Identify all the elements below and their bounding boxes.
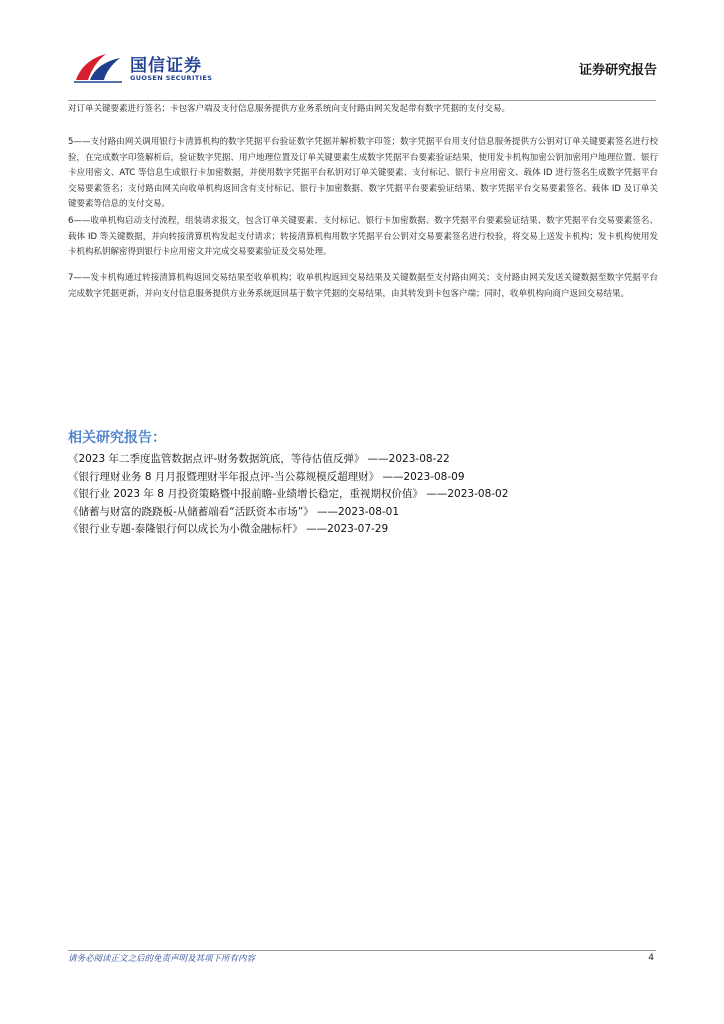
page-header <box>0 0 724 100</box>
logo-chinese-name: 国信证券 <box>130 56 202 76</box>
related-reports-list <box>68 451 668 539</box>
guosen-logo-mark-icon <box>72 50 124 84</box>
logo-english-name: GUOSEN SECURITIES <box>130 74 213 82</box>
header-divider <box>68 100 656 101</box>
related-report-item: 《银行理财业务 8 月月报暨理财半年报点评-当公募规模反超理财》 ——2023-08-09 <box>68 470 465 483</box>
related-report-item: 《银行业 2023 年 8 月投资策略暨中报前瞻-业绩增长稳定，重视期权价值》 ——2023-08-02 <box>68 488 509 501</box>
body-paragraph-step-5: 5——支付路由网关调用银行卡清算机构的数字凭据平台验证数字凭据并解析数字印签；数字凭据平台用支付信息服务提供方公钥对订单关键要素签名进行校验，在完成数字印签解析后，验证数字凭据、用户地理位置及订单关键要素生成数字凭据平台要素验证结果，使用发卡机构加密公钥加密用户地理位置、银行卡应用密文、ATC 等信息生成银行卡加密数据，并使用数字凭据平台私钥对订单关键要素、支付标记、银行卡应用密文、载体 ID 进行签名生成数字凭据平台交易要素签名；支付路由网关向收单机构返回含有支付标记、银行卡加密数据、数字凭据平台要素验证结果、数字凭据平台交易要素签名、载体 ID 及订单关键要素等信息的支付交易。 <box>68 137 658 210</box>
guosen-logo <box>72 48 232 88</box>
related-reports-heading: 相关研究报告： <box>68 430 166 446</box>
page-number: 4 <box>648 953 654 963</box>
related-report-item: 《银行业专题-泰隆银行何以成长为小微金融标杆》 ——2023-07-29 <box>68 523 389 536</box>
related-report-item: 《2023 年二季度监管数据点评-财务数据筑底，等待估值反弹》 ——2023-08-22 <box>68 453 450 465</box>
footer-divider <box>68 950 656 951</box>
related-report-item: 《储蓄与财富的跷跷板-从储蓄端看“活跃资本市场”》 ——2023-08-01 <box>68 505 400 518</box>
body-paragraph-step-6: 6——收单机构启动支付流程，组装请求报文，包含订单关键要素、支付标记、银行卡加密数据、数字凭据平台要素验证结果、数字凭据平台交易要素签名、载体 ID 等关键数据，并向转接清算机构发起支付请求；转接清算机构用数字凭据平台公钥对交易要素签名进行校验，将交易上送发卡机构；发卡机构使用发卡机构私钥解密得到银行卡应用密文并完成交易要素验证及交易处理。 <box>68 216 658 258</box>
body-paragraph-continued: 对订单关键要素进行签名；卡包客户端及支付信息服务提供方业务系统向支付路由网关发起带有数字凭据的支付交易。 <box>68 104 511 114</box>
body-paragraph-step-7: 7——发卡机构通过转接清算机构返回交易结果至收单机构；收单机构返回交易结果及关键数据至支付路由网关；支付路由网关发送关键数据至数字凭据平台完成数字凭据更新，并向支付信息服务提供方业务系统返回基于数字凭据的交易结果，由其转发到卡包客户端；同时，收单机构向商户返回交易结果。 <box>68 273 658 299</box>
footer-disclaimer: 请务必阅读正文之后的免责声明及其项下所有内容 <box>68 954 256 964</box>
report-type-label: 证券研究报告 <box>578 63 657 78</box>
